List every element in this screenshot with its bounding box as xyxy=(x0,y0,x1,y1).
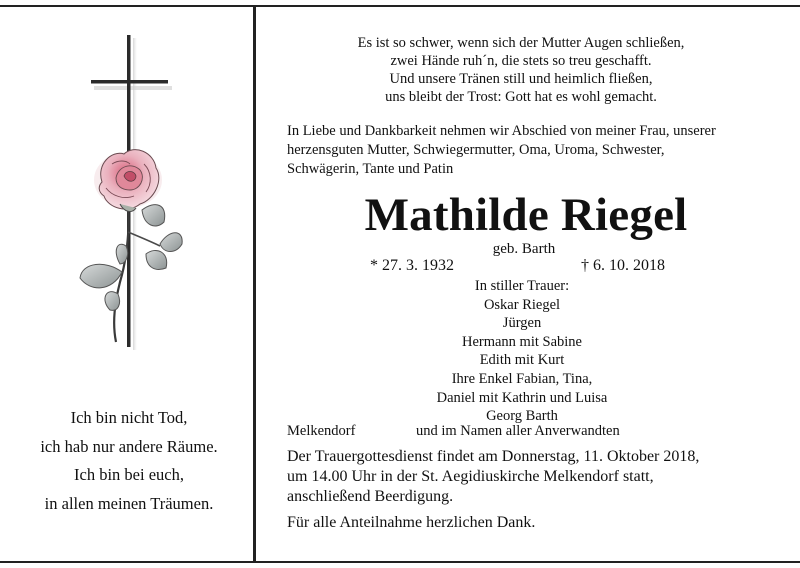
top-poem-line: Es ist so schwer, wenn sich der Mutter Augen schließen, xyxy=(357,35,685,51)
top-poem-line: Und unsere Tränen still und heimlich fließen, xyxy=(389,71,653,87)
place-name: Melkendorf xyxy=(287,423,356,439)
mourner-entry: Georg Barth xyxy=(486,408,558,425)
funeral-service-info xyxy=(287,447,792,507)
left-poem xyxy=(0,404,258,518)
service-line: anschließend Beerdigung. xyxy=(287,488,454,505)
mourners-heading: In stiller Trauer: xyxy=(474,278,570,294)
mourner-entry: Edith mit Kurt xyxy=(479,352,565,369)
mourners-list xyxy=(256,277,788,426)
right-column xyxy=(256,7,800,561)
thanks-line: Für alle Anteilnahme herzlichen Dank. xyxy=(287,514,536,531)
left-column xyxy=(0,7,253,561)
top-poem-line: zwei Hände ruh´n, die stets so treu geschafft. xyxy=(390,53,652,69)
left-poem-line: Ich bin bei euch, xyxy=(74,465,184,484)
left-poem-line: in allen meinen Träumen. xyxy=(44,493,214,513)
cross-icon xyxy=(60,32,200,362)
frame-bottom-border xyxy=(0,561,800,563)
intro-line: herzensguten Mutter, Schwiegermutter, Oma, Uroma, Schwester, xyxy=(287,142,665,158)
left-poem-line: ich hab nur andere Räume. xyxy=(40,436,218,456)
mourner-entry: Ihre Enkel Fabian, Tina, xyxy=(451,370,593,387)
deceased-name: Mathilde Riegel xyxy=(364,189,688,241)
left-poem-line: Ich bin nicht Tod, xyxy=(70,408,188,427)
mourner-entry: Daniel mit Kathrin und Luisa xyxy=(436,389,608,406)
intro-line: In Liebe und Dankbarkeit nehmen wir Abschied von meiner Frau, unserer xyxy=(287,123,716,139)
all-relatives-line: und im Namen aller Anverwandten xyxy=(416,423,620,439)
rose-icon xyxy=(94,150,162,212)
service-line: Der Trauergottesdienst findet am Donnerstag, 11. Oktober 2018, xyxy=(287,448,700,465)
farewell-intro xyxy=(287,122,787,179)
rose-leaves xyxy=(80,205,182,311)
death-date: † 6. 10. 2018 xyxy=(581,257,665,274)
maiden-name: geb. Barth xyxy=(492,241,556,257)
cross-with-rose xyxy=(60,32,200,362)
mourner-entry: Jürgen xyxy=(502,315,542,332)
top-poem xyxy=(256,34,786,106)
birth-date: * 27. 3. 1932 xyxy=(370,257,454,274)
mourner-entry: Oskar Riegel xyxy=(483,296,561,313)
service-line: um 14.00 Uhr in der St. Aegidiuskirche Melkendorf statt, xyxy=(287,468,654,485)
mourner-entry: Hermann mit Sabine xyxy=(461,333,582,350)
top-poem-line: uns bleibt der Trost: Gott hat es wohl gemacht. xyxy=(385,89,657,105)
intro-line: Schwägerin, Tante und Patin xyxy=(287,161,454,177)
